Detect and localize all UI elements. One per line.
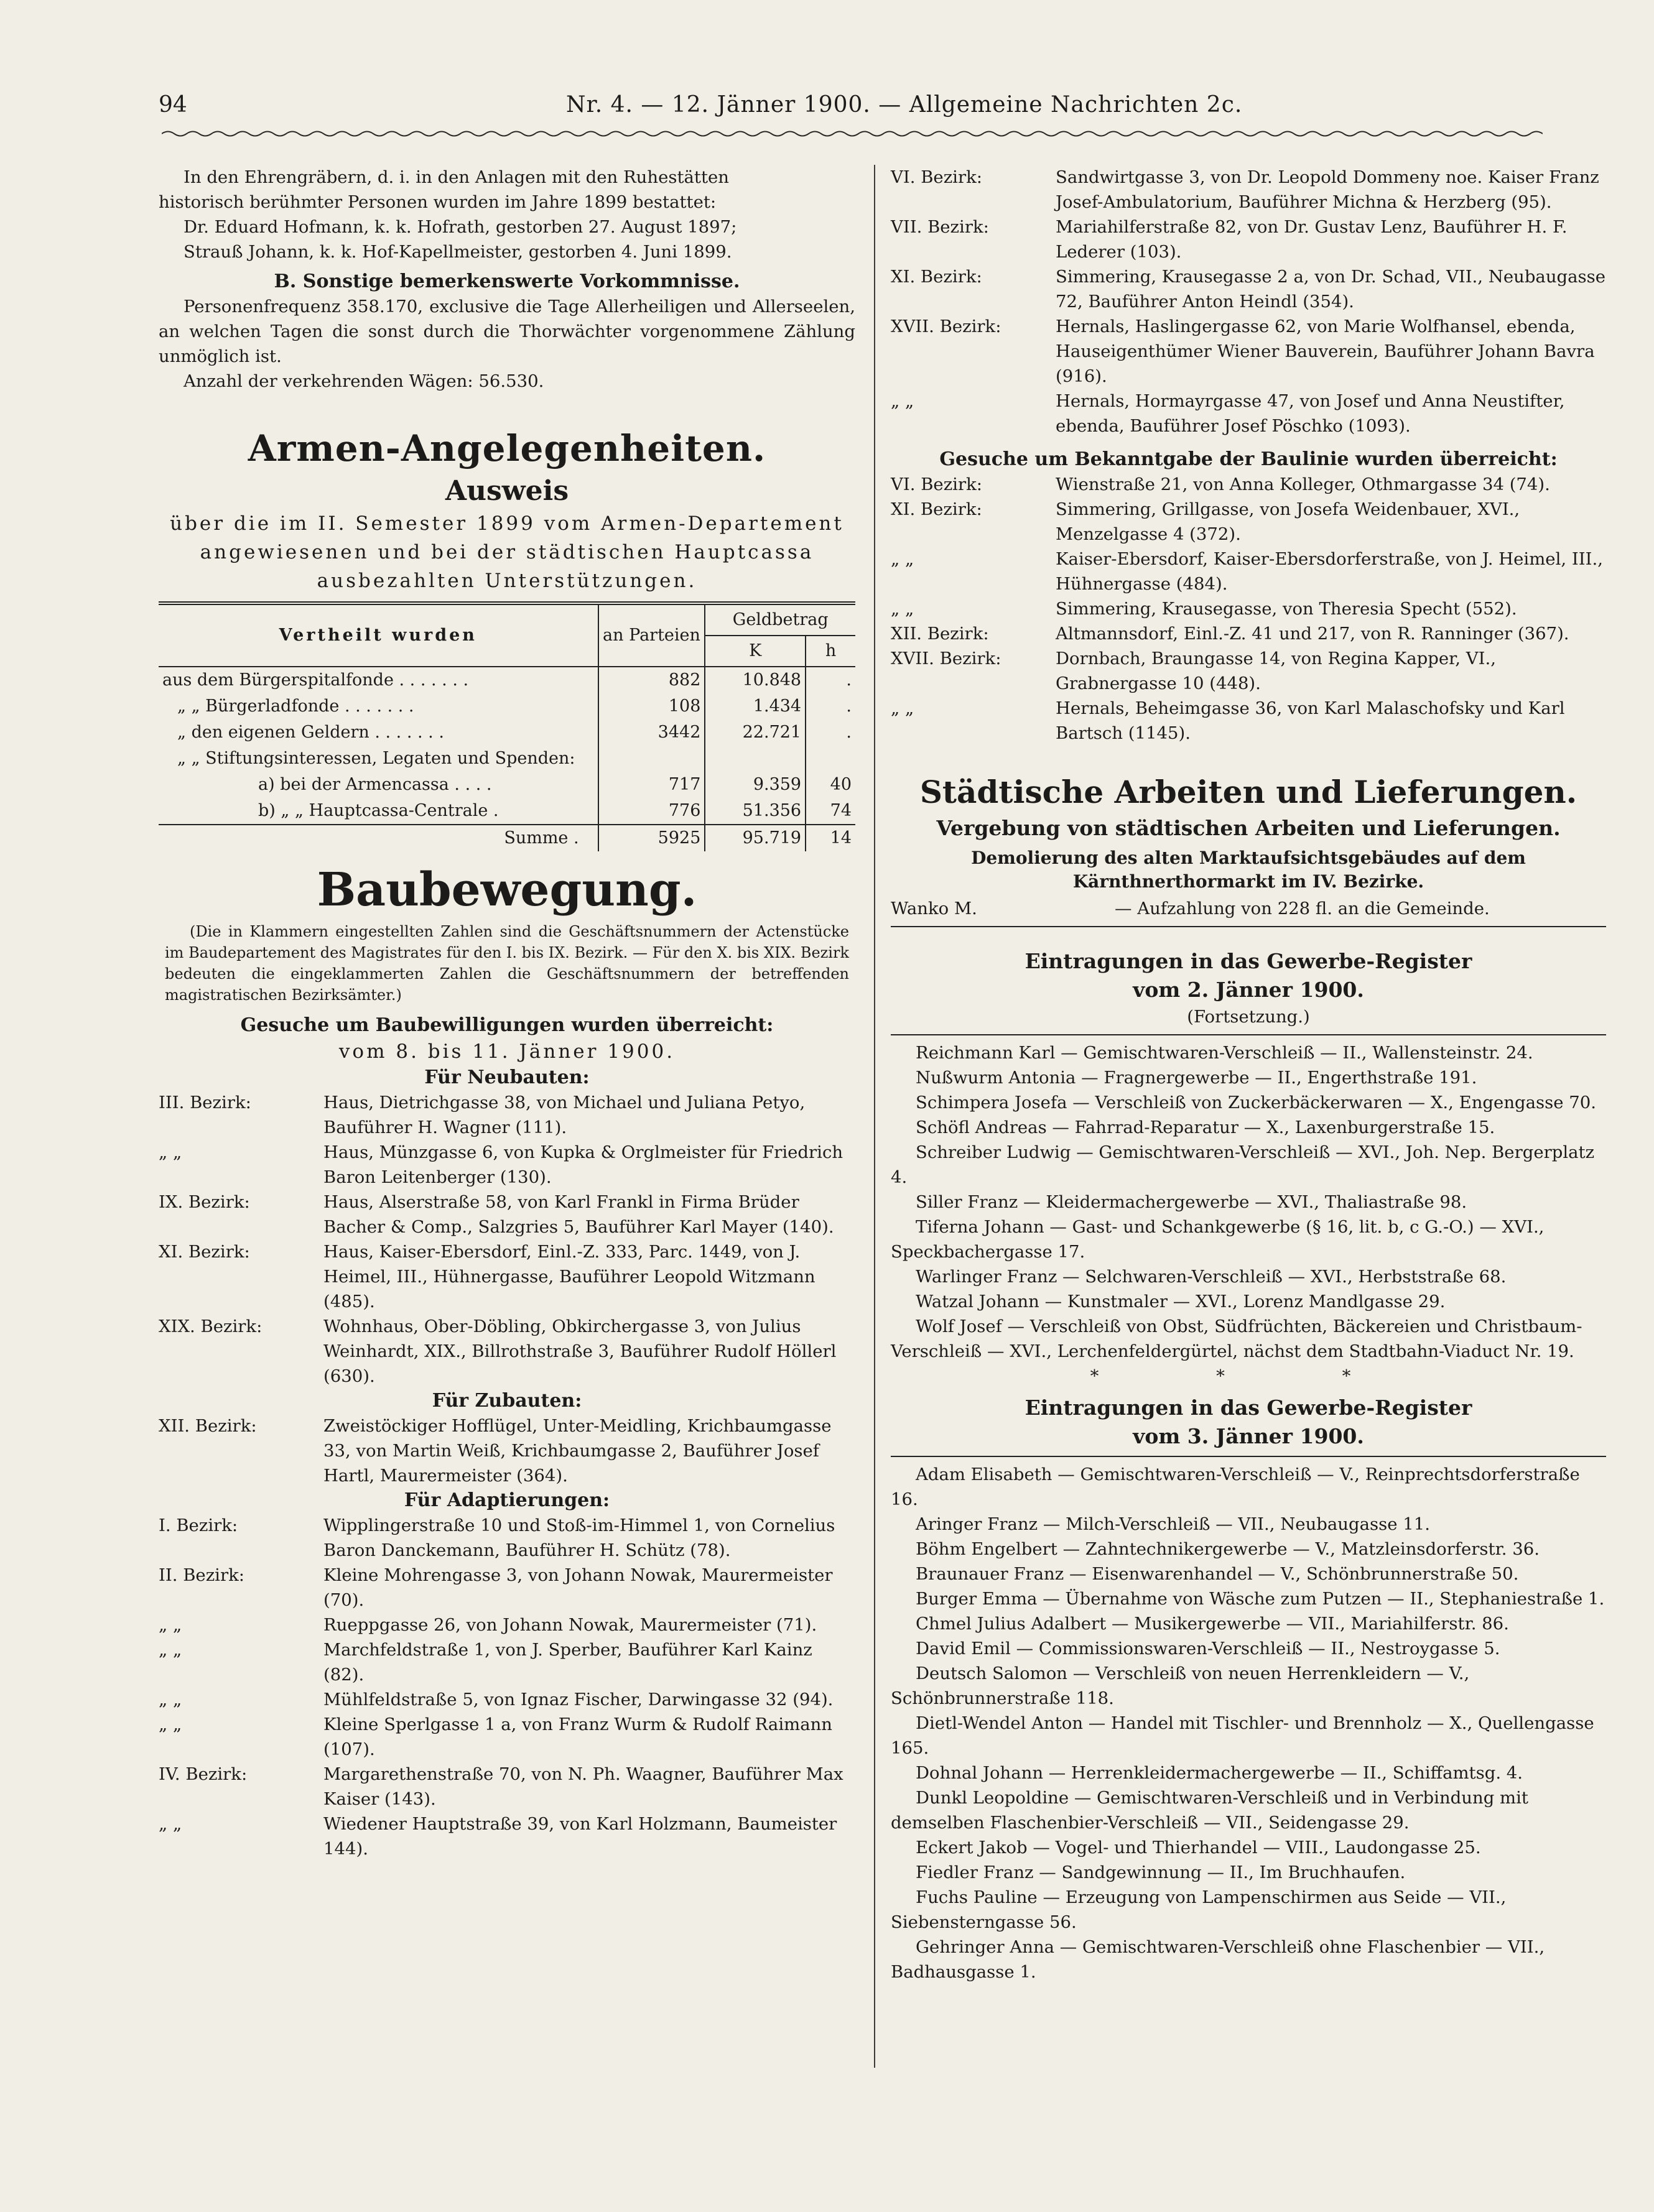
row-k: 10.848 [705,667,806,693]
list-item [891,547,1606,596]
list-item [891,472,1606,497]
row-h: 74 [806,798,855,825]
staedt-heading: Städtische Arbeiten und Lieferungen. [919,774,1577,810]
list-item: Chmel Julius Adalbert — Musikergewerbe — VII., Mariahilferstr. 86. [916,1614,1509,1634]
list-item: Dohnal Johann — Herrenkleidermachergewerbe — II., Schiffamtsg. 4. [916,1763,1523,1783]
wanko-name: Wanko M. [891,899,977,919]
entry-text: Kaiser-Ebersdorf, Kaiser-Ebersdorferstraße, von J. Heimel, III., Hühnergasse (484). [1056,549,1603,594]
entry-text: Marchfeldstraße 1, von J. Sperber, Bauführer Karl Kainz (82). [323,1640,812,1685]
entry-text: Wienstraße 21, von Anna Kolleger, Othmargasse 34 (74). [1056,474,1550,494]
table-row [159,798,855,825]
list-item: Dunkl Leopoldine — Gemischtwaren-Verschleiß und in Verbindung mit demselben Flaschenbier-Verschleiß — VII., Seidengasse 29. [891,1788,1528,1833]
list-item [891,621,1606,646]
entry-text: Sandwirtgasse 3, von Dr. Leopold Dommeny noe. Kaiser Franz Josef-Ambulatorium, Bauführer Michna & Herzberg (95). [1056,167,1599,212]
row-h: . [806,693,855,720]
bezirk-label: „ „ [159,1640,182,1660]
list-item: David Emil — Commissionswaren-Verschleiß — II., Nestroygasse 5. [916,1639,1500,1659]
list-item [159,1513,855,1563]
sum-h: 14 [806,825,855,851]
running-title: Nr. 4. — 12. Jänner 1900. — Allgemeine Nachrichten 2c. [566,92,1243,118]
list-item [891,165,1606,215]
neubauten-list [159,1090,855,1389]
entry-text: Simmering, Krausegasse, von Theresia Specht (552). [1056,599,1517,619]
list-item [159,1687,855,1712]
gew1-list [891,1040,1606,1364]
row-label: aus dem Bürgerspitalfonde . . . . . . . [162,670,469,690]
sonstige-text: Personenfrequenz 358.170, exclusive die Tage Allerheiligen und Allerseelen, an welchen Tagen die sonst durch die Thorwächter vorgenommene Zählung unmöglich ist. [159,297,855,366]
baulinie-list [891,472,1606,746]
row-h [806,746,855,772]
list-item: Fiedler Franz — Sandgewinnung — II., Im Bruchhaufen. [916,1863,1406,1882]
intro-line: Strauß Johann, k. k. Hof-Kapellmeister, gestorben 4. Juni 1899. [184,242,732,262]
sum-label: Summe . [159,825,598,851]
list-item: Eckert Jakob — Vogel- und Thierhandel — VIII., Laudongasse 25. [916,1838,1481,1858]
page-number: 94 [159,92,187,118]
list-item [891,215,1606,264]
adapt-list [159,1513,855,1861]
list-item: Burger Emma — Übernahme von Wäsche zum Putzen — II., Stephaniestraße 1. [916,1589,1605,1609]
list-item [891,264,1606,314]
gew1-date: vom 2. Jänner 1900. [1133,978,1364,1002]
sonstige-wagen: Anzahl der verkehrenden Wägen: 56.530. [184,371,544,391]
bezirk-label: IV. Bezirk: [159,1764,248,1784]
page-header [159,92,1533,123]
adapt-heading: Für Adaptierungen: [404,1489,610,1511]
wanko-entry [891,896,1606,921]
intro-line: In den Ehrengräbern, d. i. in den Anlagen mit den Ruhestätten [184,167,730,187]
list-item [159,1812,855,1861]
row-h: . [806,667,855,693]
row-h: . [806,720,855,746]
list-item [159,1190,855,1239]
list-item: Siller Franz — Kleidermachergewerbe — XVI., Thaliastraße 98. [916,1192,1467,1212]
row-parteien: 3442 [598,720,705,746]
list-item [159,1762,855,1812]
list-item [891,497,1606,547]
entry-text: Altmannsdorf, Einl.-Z. 41 und 217, von R. Ranninger (367). [1056,624,1569,644]
list-item [159,1563,855,1613]
bezirk-label: VI. Bezirk: [891,474,983,494]
bezirk-label: „ „ [159,1615,182,1635]
list-item: Schöfl Andreas — Fahrrad-Reparatur — X., Laxenburgerstraße 15. [916,1118,1495,1137]
list-item: Schimpera Josefa — Verschleiß von Zuckerbäckerwaren — X., Engengasse 70. [916,1093,1596,1113]
bezirk-label: XI. Bezirk: [891,499,982,519]
entry-text: Dornbach, Braungasse 14, von Regina Kapper, VI., Grabnergasse 10 (448). [1056,649,1496,693]
row-label: a) bei der Armencassa . . . . [258,775,492,794]
column-divider [874,165,875,2068]
list-item [159,1637,855,1687]
col-k: K [705,636,806,667]
zubauten-heading: Für Zubauten: [432,1390,582,1412]
list-item [159,1314,855,1389]
entry-text: Haus, Kaiser-Ebersdorf, Einl.-Z. 333, Parc. 1449, von J. Heimel, III., Hühnergasse, Bauführer Leopold Witzmann (485). [323,1242,815,1312]
bezirk-label: „ „ [159,1142,182,1162]
section-rule [891,1034,1606,1035]
row-label: „ „ Stiftungsinteressen, Legaten und Spenden: [177,749,575,768]
section-rule [891,1456,1606,1457]
wanko-text: — Aufzahlung von 228 fl. an die Gemeinde. [1115,899,1490,919]
armen-heading: Armen-Angelegenheiten. [248,427,766,470]
bezirk-label: IX. Bezirk: [159,1192,250,1212]
entry-text: Hernals, Haslingergasse 62, von Marie Wolfhansel, ebenda, Hauseigenthümer Wiener Bauverein, Bauführer Johann Bavra (916). [1056,317,1595,386]
intro-line: Dr. Eduard Hofmann, k. k. Hofrath, gestorben 27. August 1897; [184,217,737,237]
bezirk-label: „ „ [891,391,914,411]
col-geldbetrag: Geldbetrag [705,603,855,636]
table-row [159,746,855,772]
gesuche-heading: Gesuche um Baubewilligungen wurden überreicht: [240,1014,774,1036]
list-item [159,1090,855,1140]
bezirk-label: III. Bezirk: [159,1093,251,1113]
bezirk-label: „ „ [891,698,914,718]
list-item [159,1414,855,1488]
row-parteien: 717 [598,772,705,798]
section-stars: * * * [1090,1366,1407,1386]
entry-text: Rueppgasse 26, von Johann Nowak, Maurermeister (71). [323,1615,817,1635]
table-row [159,720,855,746]
bezirk-label: XVII. Bezirk: [891,317,1001,336]
list-item: Schreiber Ludwig — Gemischtwaren-Verschleiß — XVI., Joh. Nep. Bergerplatz 4. [891,1142,1595,1187]
bezirk-label: „ „ [891,599,914,619]
entry-text: Haus, Alserstraße 58, von Karl Frankl in Firma Brüder Bacher & Comp., Salzgries 5, Bauführer Karl Mayer (140). [323,1192,834,1237]
col-vertheilt: Vertheilt wurden [159,603,598,667]
demol-heading: Demolierung des alten Marktaufsichtsgebäudes auf dem Kärnthnerthormarkt im IV. Bezirke. [971,848,1526,892]
bezirk-label: XI. Bezirk: [159,1242,250,1262]
entry-text: Kleine Mohrengasse 3, von Johann Nowak, Maurermeister (70). [323,1565,833,1610]
entry-text: Zweistöckiger Hofflügel, Unter-Meidling, Krichbaumgasse 33, von Martin Weiß, Krichbaumgasse 2, Bauführer Josef Hartl, Maurermeister (364). [323,1416,832,1486]
section-rule [891,926,1606,927]
intro-line: historisch berühmter Personen wurden im Jahre 1899 bestattet: [159,192,717,212]
entry-text: Mariahilferstraße 82, von Dr. Gustav Lenz, Bauführer H. F. Lederer (103). [1056,217,1568,262]
bezirk-label: „ „ [159,1814,182,1834]
gew1-note: (Fortsetzung.) [1187,1007,1310,1027]
list-item: Reichmann Karl — Gemischtwaren-Verschleiß — II., Wallensteinstr. 24. [916,1043,1533,1063]
list-item [159,1140,855,1190]
entry-text: Haus, Dietrichgasse 38, von Michael und Juliana Petyo, Bauführer H. Wagner (111). [323,1093,806,1137]
sonstige-heading: B. Sonstige bemerkenswerte Vorkommnisse. [274,271,740,292]
bezirk-label: VII. Bezirk: [891,217,989,237]
adapt-cont-list [891,165,1606,438]
row-k: 51.356 [705,798,806,825]
gew2-heading: Eintragungen in das Gewerbe-Register [1024,1395,1472,1420]
left-column [159,165,855,1861]
list-item [159,1239,855,1314]
list-item [891,314,1606,389]
bau-note: (Die in Klammern eingestellten Zahlen sind die Geschäftsnummern der Actenstücke im Baudepartement des Magistrates für den I. bis IX. Bezirk. — Für den X. bis XIX. Bezirk bedeuten die eingeklammerten Zahlen die Geschäftsnummern der betreffenden magistratischen Bezirksämter.) [165,923,849,1004]
list-item: Watzal Johann — Kunstmaler — XVI., Lorenz Mandlgasse 29. [916,1292,1446,1312]
ausweis-heading: Ausweis [445,475,569,507]
bezirk-label: XIX. Bezirk: [159,1317,263,1336]
armen-table-header [159,603,855,636]
list-item: Braunauer Franz — Eisenwarenhandel — V., Schönbrunnerstraße 50. [916,1564,1519,1584]
armen-table [159,601,855,851]
row-parteien: 776 [598,798,705,825]
row-k: 1.434 [705,693,806,720]
entry-text: Wohnhaus, Ober-Döbling, Obkirchergasse 3, von Julius Weinhardt, XIX., Billrothstraße 3, Bauführer Rudolf Höllerl (630). [323,1317,837,1386]
row-parteien: 108 [598,693,705,720]
bau-heading: Baubewegung. [317,863,697,917]
entry-text: Mühlfeldstraße 5, von Ignaz Fischer, Darwingasse 32 (94). [323,1690,834,1710]
list-item [159,1712,855,1762]
bezirk-label: XII. Bezirk: [159,1416,257,1436]
table-sum-row [159,825,855,851]
table-row [159,693,855,720]
row-k: 22.721 [705,720,806,746]
sum-k: 95.719 [705,825,806,851]
entry-text: Margarethenstraße 70, von N. Ph. Waagner, Bauführer Max Kaiser (143). [323,1764,843,1809]
bezirk-label: „ „ [159,1715,182,1734]
gew2-date: vom 3. Jänner 1900. [1133,1424,1364,1448]
list-item: Nußwurm Antonia — Fragnergewerbe — II., Engerthstraße 191. [916,1068,1477,1088]
entry-text: Kleine Sperlgasse 1 a, von Franz Wurm & Rudolf Raimann (107). [323,1715,833,1759]
row-h: 40 [806,772,855,798]
gesuche-date: vom 8. bis 11. Jänner 1900. [338,1040,676,1063]
entry-text: Simmering, Grillgasse, von Josefa Weidenbauer, XVI., Menzelgasse 4 (372). [1056,499,1520,544]
list-item [159,1613,855,1637]
list-item: Warlinger Franz — Selchwaren-Verschleiß — XVI., Herbststraße 68. [916,1267,1507,1287]
bezirk-label: XII. Bezirk: [891,624,989,644]
list-item: Deutsch Salomon — Verschleiß von neuen Herrenkleidern — V., Schönbrunnerstraße 118. [891,1664,1470,1708]
table-row [159,772,855,798]
gew2-list [891,1462,1606,1984]
list-item: Gehringer Anna — Gemischtwaren-Verschleiß ohne Flaschenbier — VII., Badhausgasse 1. [891,1937,1545,1982]
ausweis-text: über die im II. Semester 1899 vom Armen-Departement angewiesenen und bei der städtischen Hauptcassa ausbezahlten Unterstützungen. [170,512,844,592]
row-parteien: 882 [598,667,705,693]
right-column [891,165,1606,1984]
row-k: 9.359 [705,772,806,798]
sum-parteien: 5925 [598,825,705,851]
bezirk-label: VI. Bezirk: [891,167,983,187]
list-item [891,646,1606,696]
bezirk-label: „ „ [159,1690,182,1710]
list-item: Adam Elisabeth — Gemischtwaren-Verschleiß — V., Reinprechtsdorferstraße 16. [891,1465,1580,1509]
bezirk-label: „ „ [891,549,914,569]
list-item: Böhm Engelbert — Zahntechnikergewerbe — V., Matzleinsdorferstr. 36. [916,1539,1540,1559]
neubauten-heading: Für Neubauten: [424,1067,590,1088]
header-wavy-rule [162,129,1543,138]
row-label: „ den eigenen Geldern . . . . . . . [177,723,444,742]
list-item [891,389,1606,438]
list-item: Wolf Josef — Verschleiß von Obst, Südfrüchten, Bäckereien und Christbaum-Verschleiß — XVI., Lerchenfeldergürtel, nächst dem Stadtbahn-Viaduct Nr. 19. [891,1317,1582,1361]
entry-text: Simmering, Krausegasse 2 a, von Dr. Schad, VII., Neubaugasse 72, Bauführer Anton Heindl (354). [1056,267,1606,312]
entry-text: Hernals, Hormayrgasse 47, von Josef und Anna Neustifter, ebenda, Bauführer Josef Pöschko (1093). [1056,391,1565,436]
list-item: Dietl-Wendel Anton — Handel mit Tischler- und Brennholz — X., Quellengasse 165. [891,1713,1594,1758]
entry-text: Hernals, Beheimgasse 36, von Karl Malaschofsky und Karl Bartsch (1145). [1056,698,1565,743]
row-k [705,746,806,772]
bezirk-label: XI. Bezirk: [891,267,982,287]
bezirk-label: XVII. Bezirk: [891,649,1001,669]
gew1-heading: Eintragungen in das Gewerbe-Register [1024,949,1472,973]
vergebung-heading: Vergebung von städtischen Arbeiten und Lieferungen. [936,816,1561,840]
row-label: „ „ Bürgerladfonde . . . . . . . [177,696,414,716]
entry-text: Wiedener Hauptstraße 39, von Karl Holzmann, Baumeister 144). [323,1814,837,1859]
list-item [891,696,1606,746]
list-item: Fuchs Pauline — Erzeugung von Lampenschirmen aus Seide — VII., Siebensterngasse 56. [891,1887,1507,1932]
row-parteien [598,746,705,772]
list-item: Tiferna Johann — Gast- und Schankgewerbe (§ 16, lit. b, c G.-O.) — XVI., Speckbachergasse 17. [891,1217,1545,1262]
bezirk-label: II. Bezirk: [159,1565,245,1585]
col-h: h [806,636,855,667]
table-row [159,667,855,693]
list-item [891,596,1606,621]
entry-text: Haus, Münzgasse 6, von Kupka & Orglmeister für Friedrich Baron Leitenberger (130). [323,1142,843,1187]
baulinie-heading: Gesuche um Bekanntgabe der Baulinie wurden überreicht: [939,448,1558,470]
list-item: Aringer Franz — Milch-Verschleiß — VII., Neubaugasse 11. [916,1514,1430,1534]
bezirk-label: I. Bezirk: [159,1516,238,1535]
row-label: b) „ „ Hauptcassa-Centrale . [258,801,499,820]
col-parteien: an Parteien [598,603,705,667]
entry-text: Wipplingerstraße 10 und Stoß-im-Himmel 1, von Cornelius Baron Danckemann, Bauführer H. Schütz (78). [323,1516,835,1560]
